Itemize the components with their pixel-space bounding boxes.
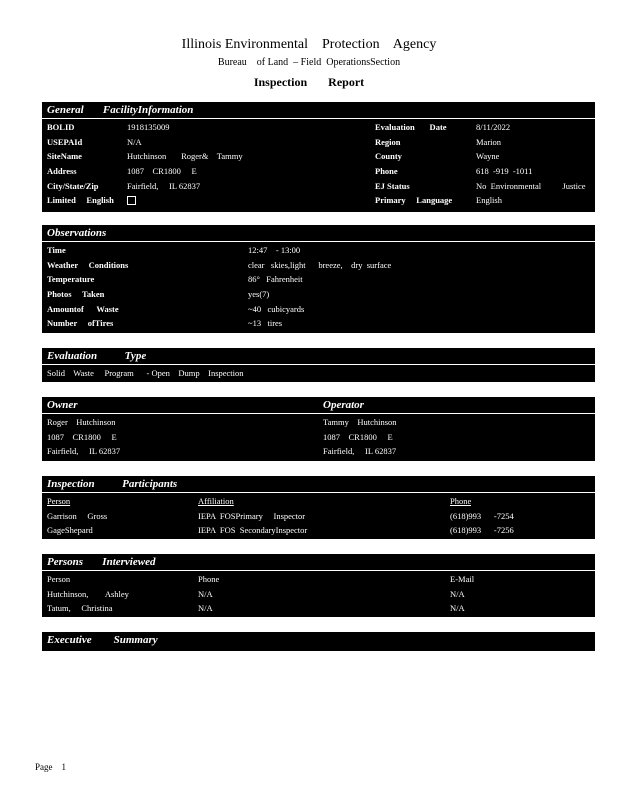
- general-row: [375, 179, 590, 194]
- limited-english-checkbox[interactable]: [127, 193, 136, 208]
- owner-name: Roger Hutchinson: [47, 417, 116, 427]
- owner-city: Fairfield, IL 62837: [47, 446, 121, 457]
- operator-address: 1087 CR1800 E: [323, 431, 393, 442]
- operator-city: Fairfield, IL 62837: [323, 446, 397, 457]
- evaluation-type-row: [47, 366, 590, 381]
- owner-line: [47, 415, 323, 430]
- operator-block: [323, 415, 590, 459]
- observation-row: [47, 302, 590, 317]
- field-label: EJ Status: [375, 180, 410, 191]
- field-label: Primary Language: [375, 195, 453, 206]
- general-facility-heading: General FacilityInformation: [42, 102, 595, 119]
- operator-heading: Operator: [323, 399, 364, 411]
- interviewed-header-row: [47, 572, 590, 587]
- evaluation-type-heading: Evaluation Type: [42, 348, 595, 365]
- field-label: Number ofTires: [47, 318, 114, 329]
- field-value: N/A: [127, 136, 142, 147]
- interviewed-heading: Persons Interviewed: [42, 554, 595, 571]
- report-title: Inspection Report: [253, 75, 365, 89]
- field-label: Phone: [375, 166, 398, 177]
- field-label: Address: [47, 166, 77, 177]
- interviewed-phone: N/A: [198, 588, 213, 599]
- general-right-column: [375, 120, 590, 208]
- field-label: Time: [47, 245, 66, 255]
- executive-summary-section: [42, 632, 595, 651]
- inspection-participants-section: [42, 476, 595, 539]
- observation-row: [47, 243, 590, 258]
- column-header: Affiliation: [198, 496, 234, 506]
- participant-phone: (618)993 -7254: [450, 510, 514, 521]
- field-label: City/State/Zip: [47, 180, 99, 191]
- evaluation-type-value: Solid Waste Program - Open Dump Inspection: [47, 368, 244, 378]
- participants-heading: Inspection Participants: [42, 476, 595, 493]
- general-row: [375, 193, 590, 208]
- operator-line: [323, 444, 590, 459]
- operator-line: [323, 415, 590, 430]
- field-value: 8/11/2022: [476, 122, 511, 132]
- general-row: [375, 135, 590, 150]
- field-value: English: [476, 195, 502, 206]
- field-value: Marion: [476, 136, 502, 147]
- observations-section: [42, 225, 595, 333]
- owner-line: [47, 444, 323, 459]
- general-row: [375, 120, 590, 135]
- field-value: 1918135009: [127, 122, 170, 132]
- operator-line: [323, 430, 590, 445]
- field-value: Wayne: [476, 151, 500, 162]
- interviewed-person: Hutchinson, Ashley: [47, 588, 129, 599]
- participant-affiliation: IEPA FOSPrimary Inspector: [198, 510, 306, 521]
- owner-address: 1087 CR1800 E: [47, 431, 117, 442]
- field-value: ~13 tires: [248, 318, 283, 329]
- field-value: 618 -919 -1011: [476, 166, 533, 177]
- general-row: [47, 120, 375, 135]
- field-value: 12:47 - 13:00: [248, 245, 301, 255]
- column-header: Phone: [450, 496, 472, 506]
- observations-heading: Observations: [42, 225, 595, 242]
- participant-person: GageShepard: [47, 525, 93, 536]
- interviewed-person: Tatum, Christina: [47, 603, 113, 614]
- owner-operator-section: [42, 397, 595, 461]
- general-row: [47, 135, 375, 150]
- column-header: Person: [47, 574, 71, 584]
- field-label: SiteName: [47, 151, 82, 162]
- field-value: ~40 cubicyards: [248, 303, 305, 314]
- general-row: [375, 149, 590, 164]
- persons-interviewed-section: [42, 554, 595, 617]
- observation-row: [47, 272, 590, 287]
- general-row: [47, 164, 375, 179]
- table-row: [47, 601, 590, 616]
- owner-operator-heading: [42, 397, 595, 414]
- evaluation-type-section: [42, 348, 595, 382]
- executive-summary-heading: Executive Summary: [47, 634, 158, 646]
- field-value: yes(7): [248, 289, 270, 300]
- field-label: County: [375, 151, 402, 162]
- field-label: Region: [375, 136, 401, 147]
- table-row: [47, 587, 590, 602]
- column-header: Person: [47, 496, 71, 506]
- table-row: [47, 509, 590, 524]
- field-value: clear skies,light breeze, dry surface: [248, 259, 392, 270]
- checkbox-icon[interactable]: [127, 196, 136, 205]
- participant-person: Garrison Gross: [47, 510, 108, 521]
- general-row: [47, 149, 375, 164]
- general-left-column: [47, 120, 375, 208]
- participant-affiliation: IEPA FOS SecondaryInspector: [198, 525, 308, 536]
- field-label: Photos Taken: [47, 289, 105, 300]
- bureau-subtitle: Bureau of Land – Field OperationsSection: [217, 57, 401, 68]
- field-value: Hutchinson Roger& Tammy: [127, 151, 243, 162]
- observation-row: [47, 316, 590, 331]
- field-label: Evaluation Date: [375, 122, 447, 132]
- field-value: 86° Fahrenheit: [248, 274, 303, 285]
- column-header: E-Mail: [450, 574, 475, 584]
- observation-row: [47, 258, 590, 273]
- interviewed-email: N/A: [450, 603, 465, 614]
- field-label: Temperature: [47, 274, 95, 285]
- general-row: [47, 179, 375, 194]
- interviewed-phone: N/A: [198, 603, 213, 614]
- field-value: 1087 CR1800 E: [127, 166, 197, 177]
- general-row: [47, 193, 375, 208]
- observation-row: [47, 287, 590, 302]
- table-row: [47, 523, 590, 538]
- participant-phone: (618)993 -7256: [450, 525, 514, 536]
- owner-block: [47, 415, 323, 459]
- field-label: USEPAId: [47, 136, 83, 147]
- general-facility-section: [42, 102, 595, 212]
- column-header: Phone: [198, 574, 220, 584]
- owner-line: [47, 430, 323, 445]
- participants-header-row: [47, 494, 590, 509]
- field-label: Weather Conditions: [47, 259, 129, 270]
- field-label: Amountof Waste: [47, 303, 119, 314]
- operator-name: Tammy Hutchinson: [323, 417, 397, 427]
- general-row: [375, 164, 590, 179]
- field-label: BOLID: [47, 122, 75, 132]
- interviewed-email: N/A: [450, 588, 465, 599]
- field-value: Fairfield, IL 62837: [127, 180, 201, 191]
- field-label: Limited English: [47, 195, 114, 206]
- owner-heading: Owner: [47, 399, 78, 411]
- page-number: Page 1: [35, 762, 66, 772]
- agency-title: Illinois Environmental Protection Agency: [181, 37, 437, 52]
- field-value: No Environmental Justice: [476, 180, 586, 191]
